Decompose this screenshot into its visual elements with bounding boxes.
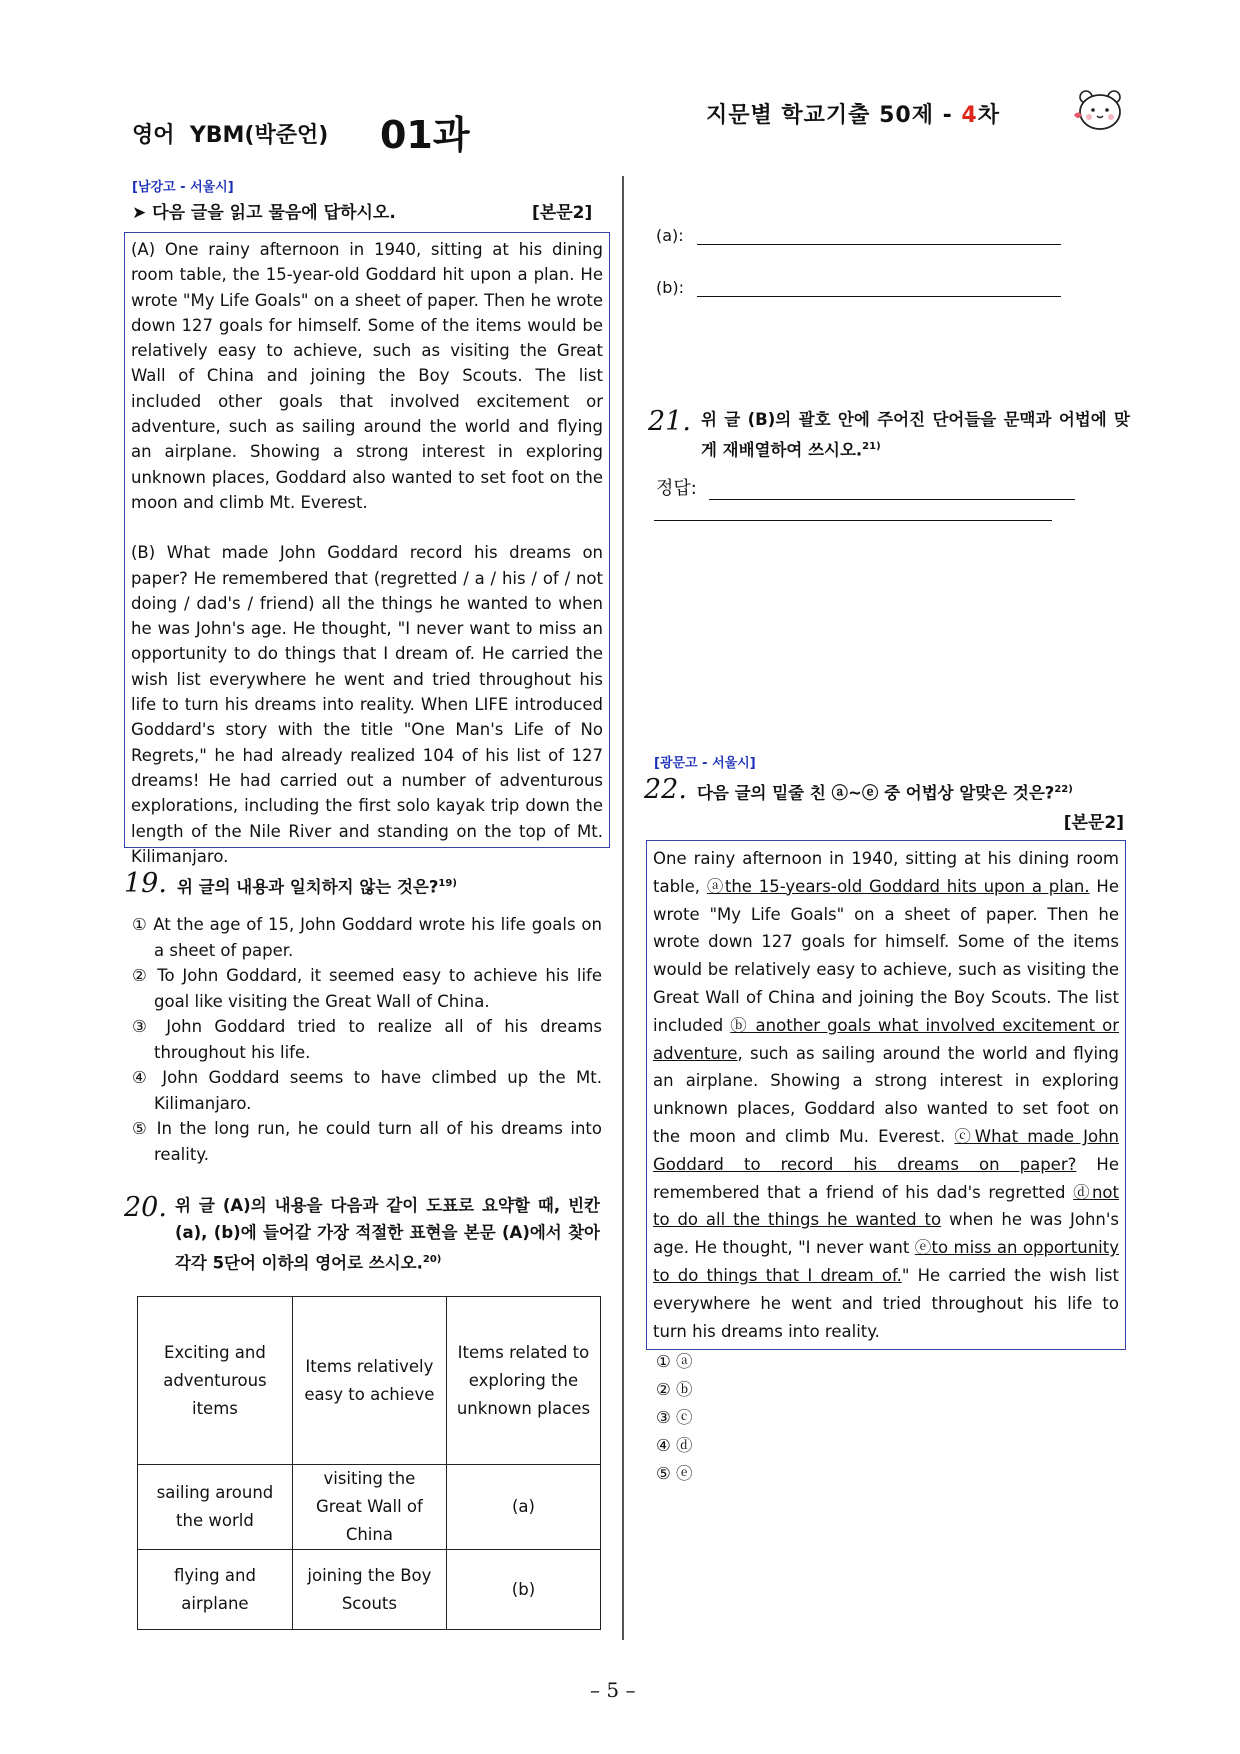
lesson-number: 01과 [379, 113, 470, 157]
question-text: 위 글 (A)의 내용을 다음과 같이 도표로 요약할 때, 빈칸 (a), (b)에 들어갈 가장 적절한 표현을 본문 (A)에서 찾아 각각 5단어 이하의 영어로 쓰시오.$^{20)}$ [174, 1196, 600, 1273]
passage-text: He wrote "My Life Goals" on a sheet of paper. Then he wrote down 127 goals for himself. Some of the items would be relatively easy to achieve, such as visiting the Great Wall of China and joining the Boy Scouts. The list included [653, 876, 1119, 1035]
answer-b-row [656, 278, 1061, 297]
doc-header-right [706, 98, 1000, 129]
question-text: 위 글의 내용과 일치하지 않는 것은?$^{19)}$ [176, 877, 457, 896]
page-number: – 5 – [590, 1678, 636, 1702]
table-header: Items relatively easy to achieve [292, 1297, 446, 1465]
option[interactable]: ⑤ In the long run, he could turn all of his dreams into reality. [132, 1119, 602, 1164]
school-label: [남강고 - 서울시] [132, 180, 234, 195]
option[interactable]: ③ ⓒ [656, 1408, 693, 1427]
question-number: 21. [648, 406, 691, 437]
option[interactable]: ④ ⓓ [656, 1436, 693, 1455]
underline-a: ⓐthe 15-years-old Goddard hits upon a plan. [706, 876, 1090, 896]
table-cell: flying and airplane [138, 1550, 293, 1630]
series-number: 4 [961, 103, 978, 128]
summary-table [137, 1296, 601, 1630]
option[interactable]: ④ John Goddard seems to have climbed up the Mt. Kilimanjaro. [132, 1068, 602, 1113]
answer-a-blank[interactable] [697, 244, 1061, 245]
doc-header-left [132, 98, 470, 157]
answer-a-row [656, 226, 1061, 245]
instruction: ➤ 다음 글을 읽고 물음에 답하시오. [132, 203, 396, 223]
reading-passage [124, 232, 610, 866]
underline-b: ⓑ another goals what involved excitement or adventure [653, 1015, 1120, 1063]
school-label: [광문고 - 서울시] [654, 756, 756, 771]
option[interactable]: ① At the age of 15, John Goddard wrote his life goals on a sheet of paper. [132, 915, 602, 960]
table-cell: joining the Boy Scouts [292, 1550, 446, 1630]
passage-text: He remembered that a friend of his dad's regretted [653, 1154, 1119, 1202]
question-19 [124, 868, 602, 1167]
passage-a: (A) One rainy afternoon in 1940, sitting at his dining room table, the 15-year-old Goddard hit upon a plan. He wrote "My Life Goals" on a sheet of paper. Then he wrote down 127 goals for himself. Some of the items would be relatively easy to achieve, such as visiting the Great Wall of China and joining the Boy Scouts. The list included other goals that involved excitement or adventure, such as sailing around the world and flying an airplane. Showing a strong interest in exploring unknown places, Goddard also wanted to set foot on the moon and climb Mt. Everest. [131, 240, 603, 512]
option[interactable]: ⑤ ⓔ [656, 1464, 693, 1483]
option[interactable]: ③ John Goddard tried to realize all of his dreams throughout his life. [132, 1017, 602, 1062]
subject-label: 영어 YBM(박준언) [132, 123, 329, 148]
option[interactable]: ② To John Goddard, it seemed easy to achieve his life goal like visiting the Great Wall of China. [132, 966, 602, 1011]
underline-c: ⓒWhat made John Goddard to record his dreams on paper? [653, 1126, 1120, 1174]
passage-b: (B) What made John Goddard record his dreams on paper? He remembered that (regretted / a / his / of / not doing / dad's / friend) all the things he wanted to when he was John's age. He thought, "I never want to miss an opportunity to do things that I dream of. He carried the wish list everywhere he went and tried throughout his life to turn his dreams into reality. When LIFE introduced Goddard's story with the title "One Man's Life of No Regrets," he had already realized 104 of his list of 127 dreams! He had carried out a number of adventurous explorations, including the first solo kayak trip down the length of the Nile River and standing on the top of Mt. Kilimanjaro. [131, 543, 603, 866]
question-22 [644, 774, 1124, 833]
column-divider [622, 176, 624, 1640]
question-21 [648, 406, 1130, 464]
option[interactable]: ② ⓑ [656, 1380, 693, 1399]
table-cell: visiting the Great Wall of China [292, 1465, 446, 1550]
question-20 [124, 1192, 600, 1277]
table-cell: sailing around the world [138, 1465, 293, 1550]
answer-options [124, 912, 602, 1167]
passage-text: when he was John's age. He thought, "I never want [653, 1210, 1119, 1258]
question-number: 19. [124, 868, 167, 899]
answer-b-blank[interactable] [697, 296, 1061, 297]
question-number: 22. [644, 774, 687, 805]
table-header: Exciting and adventurous items [138, 1297, 293, 1465]
underline-d: ⓓnot to do all the things he wanted to [653, 1182, 1119, 1230]
table-cell: (a) [446, 1465, 600, 1550]
series-title: 지문별 학교기출 50제 - [706, 103, 962, 128]
answer-options [656, 1348, 693, 1488]
table-cell: (b) [446, 1550, 600, 1630]
answer-21-row [656, 474, 1075, 500]
passage-text: , such as sailing around the world and flying an airplane. Showing a strong interest in exploring unknown places, Goddard also wanted to set foot on the moon and climb Mu. Everest. [653, 1043, 1119, 1146]
question-text: 위 글 (B)의 괄호 안에 주어진 단어들을 문맥과 어법에 맞게 재배열하여 쓰시오.$^{21)}$ [700, 410, 1130, 460]
question-number: 20. [124, 1192, 167, 1223]
answer-21-blank[interactable] [709, 499, 1075, 500]
answer-b-label: (b): [656, 278, 685, 297]
section-tag: [본문2] [1063, 813, 1124, 833]
answer-a-label: (a): [656, 226, 684, 245]
bear-mascot-icon [1072, 88, 1128, 134]
option[interactable]: ① ⓐ [656, 1352, 693, 1371]
series-suffix: 차 [977, 103, 1000, 128]
question-text: 다음 글의 밑줄 친 ⓐ~ⓔ 중 어법상 알맞은 것은?$^{22)}$ [696, 783, 1073, 802]
underline-e: ⓔto miss an opportunity to do things that I dream of. [653, 1238, 1119, 1285]
answer-21-blank-2[interactable] [654, 520, 1052, 521]
section-tag: [본문2] [532, 203, 593, 223]
grammar-passage [646, 840, 1126, 1350]
passage-text: One rainy afternoon in 1940, sitting at his dining room table, [653, 849, 1119, 896]
answer-label: 정답: [656, 478, 697, 499]
table-header: Items related to exploring the unknown places [446, 1297, 600, 1465]
passage-text: " He carried the wish list everywhere he went and tried throughout his life to turn his dreams into reality. [653, 1265, 1119, 1341]
